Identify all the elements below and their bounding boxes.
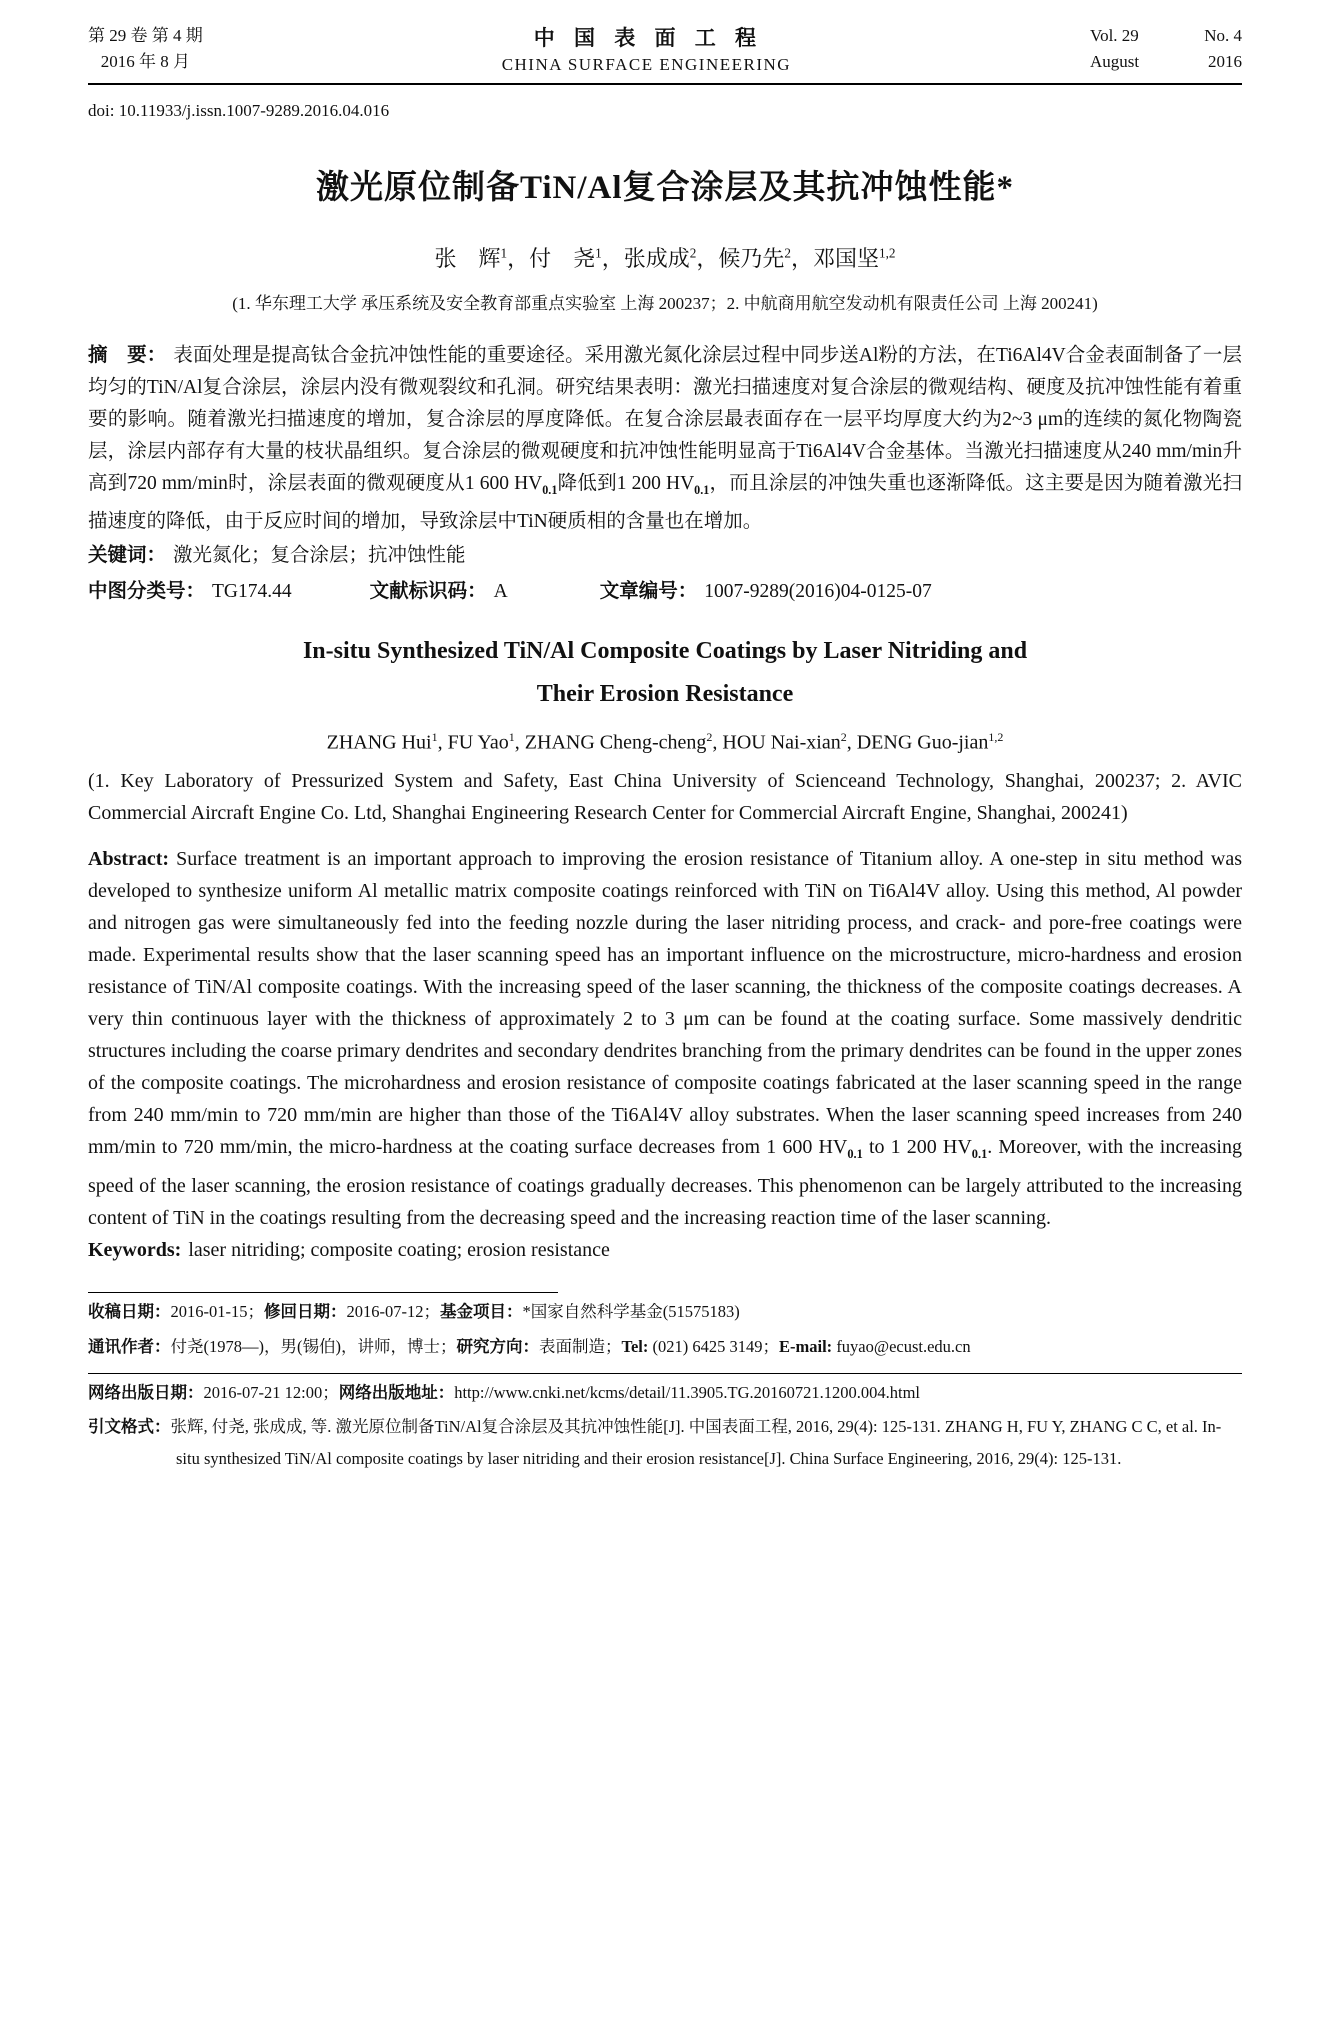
issue-date-cn: 2016 年 8 月 [100,51,190,71]
issue-info-cn [88,23,203,75]
abstract-text-cn: 表面处理是提高钛合金抗冲蚀性能的重要途径。采用激光氮化涂层过程中同步送Al粉的方法，在Ti6Al4V合金表面制备了一层均匀的TiN/Al复合涂层，涂层内没有微观裂纹和孔洞。研究结果表明：激光扫描速度对复合涂层的微观结构、硬度及抗冲蚀性能有着重要的影响。随着激光扫描速度的增加，复合涂层的厚度降低。在复合涂层最表面存在一层平均厚度大约为2~3 μm的连续的氮化物陶瓷层，涂层内部存有大量的枝状晶组织。复合涂层的微观硬度和抗冲蚀性能明显高于Ti6Al4V合金基体。当激光扫描速度从240 mm/min升高到720 mm/min时，涂层表面的微观硬度从1 600 $HV_{0.1}$降低到1 200 $HV_{0.1}$，而且涂层的冲蚀失重也逐渐降低。这主要是因为随着激光扫描速度的降低，由于反应时间的增加，导致涂层中TiN硬质相的含量也在增加。 [88,345,1242,532]
title-en [88,630,1242,716]
header-rule [88,83,1242,85]
journal-title-en: CHINA SURFACE ENGINEERING [501,55,792,74]
month-en: August [1090,51,1140,71]
article-id-label: 文章编号： [599,580,698,602]
footnote-rule [88,1292,558,1293]
title-en-line1: In-situ Synthesized TiN/Al Composite Coatings by Laser Nitriding and [302,637,1028,664]
keywords-en [88,1234,1242,1266]
keywords-cn [88,540,1242,572]
clc-value: TG174.44 [212,580,292,602]
abstract-cn [88,340,1242,538]
keywords-text-cn: 激光氮化；复合涂层；抗冲蚀性能 [173,544,466,566]
abstract-en [88,843,1242,1234]
doi-line: doi: 10.11933/j.issn.1007-9289.2016.04.016 [88,101,390,120]
affiliation-en: (1. Key Laboratory of Pressurized System and Safety, East China University of Scienceand Technology, Shanghai, 200237; 2. AVIC Commercial Aircraft Engine Co. Ltd, Shanghai Engineering Research Center for Commercial Aircraft Engine, Shanghai, 200241) [88,769,1242,824]
date-row [1090,49,1242,75]
title-cn: 激光原位制备TiN/Al复合涂层及其抗冲蚀性能* [315,170,1015,206]
keywords-text-en: laser nitriding; composite coating; erosion resistance [188,1238,610,1261]
document-code-label: 文献标识码： [369,580,487,602]
abstract-label-en: Abstract: [88,847,170,870]
volume-en: Vol. 29 [1090,25,1139,45]
authors-cn: 张 辉$^1$，付 尧$^1$，张成成$^2$，候乃先$^2$，邓国坚$^{1,2}$ [434,245,896,271]
affiliation-cn: (1. 华东理工大学 承压系统及安全教育部重点实验室 上海 200237；2. 中航商用航空发动机有限责任公司 上海 200241) [232,294,1098,313]
corresponding-author-line: 通讯作者：付尧(1978—)，男(锡伯)，讲师，博士；研究方向：表面制造；Tel: (021) 6425 3149；E-mail: fuyao@ecust.edu.cn [88,1336,971,1356]
issue-volume-cn: 第 29 卷 第 4 期 [88,25,203,45]
journal-header [88,22,1242,75]
authors-en: ZHANG Hui$^1$, FU Yao$^1$, ZHANG Cheng-cheng$^2$, HOU Nai-xian$^2$, DENG Guo-jian$^{1,2}$ [326,729,1004,754]
clc-number [88,576,292,608]
volume-row [1090,23,1242,49]
article-id-value: 1007-9289(2016)04-0125-07 [704,580,932,602]
clc-label: 中图分类号： [88,580,206,602]
classification-row [88,576,1242,608]
keywords-label-en: Keywords: [88,1238,182,1261]
article-id [600,576,932,608]
online-publication-rule [88,1373,1242,1374]
footnote-block [88,1292,1242,1475]
citation-format: 引文格式：张辉, 付尧, 张成成, 等. 激光原位制备TiN/Al复合涂层及其抗冲蚀性能[J]. 中国表面工程, 2016, 29(4): 125-131. ZHANG H, FU Y, ZHANG C C, et al. In-situ synthesized TiN/Al composite coatings by laser nitriding and their erosion resistance[J]. China Surface Engineering, 2016, 29(4): 125-131. [88,1416,1222,1468]
issue-info-en [1090,23,1242,75]
year-en: 2016 [1208,51,1242,71]
abstract-text-en: Surface treatment is an important approach to improving the erosion resistance of Titanium alloy. A one-step in situ method was developed to synthesize uniform Al metallic matrix composite coatings reinforced with TiN on Ti6Al4V alloy. Using this method, Al powder and nitrogen gas were simultaneously fed into the feeding nozzle during the laser nitriding process, and crack- and pore-free coatings were made. Experimental results show that the laser scanning speed has an important influence on the microstructure, micro-hardness and erosion resistance of TiN/Al composite coatings. With the increasing speed of the laser scanning, the thickness of the composite coatings decreases. A very thin continuous layer with the thickness of approximately 2 to 3 μm can be found at the coating surface. Some massively dendritic structures including the coarse primary dendrites and secondary dendrites branching from the primary dendrites can be found in the upper zones of the composite coatings. The microhardness and erosion resistance of composite coatings fabricated at the laser scanning speed in the range from 240 mm/min to 720 mm/min are higher than those of the Ti6Al4V alloy substrates. When the laser scanning speed increases from 240 mm/min to 720 mm/min, the micro-hardness at the coating surface decreases from 1 600 $HV_{0.1}$ to 1 200 $HV_{0.1}$. Moreover, with the increasing speed of the laser scanning, the erosion resistance of coatings gradually decreases. This phenomenon can be largely attributed to the increasing content of TiN in the coatings resulting from the decreasing speed and the increasing reaction time of the laser scanning. [88,847,1242,1229]
keywords-label-cn: 关键词： [88,544,167,566]
abstract-label-cn: 摘 要： [88,345,167,366]
journal-title-block [203,22,1090,75]
title-en-line2: Their Erosion Resistance [536,680,794,707]
document-code [370,576,508,608]
received-dates-line: 收稿日期：2016-01-15；修回日期：2016-07-12；基金项目：*国家自然科学基金(51575183) [88,1301,740,1321]
journal-title-cn: 中 国 表 面 工 程 [533,26,759,50]
document-code-value: A [493,580,508,602]
online-publication-line: 网络出版日期：2016-07-21 12:00；网络出版地址：http://www.cnki.net/kcms/detail/11.3905.TG.20160721.1200.004.html [88,1382,920,1402]
number-en: No. 4 [1204,25,1242,45]
